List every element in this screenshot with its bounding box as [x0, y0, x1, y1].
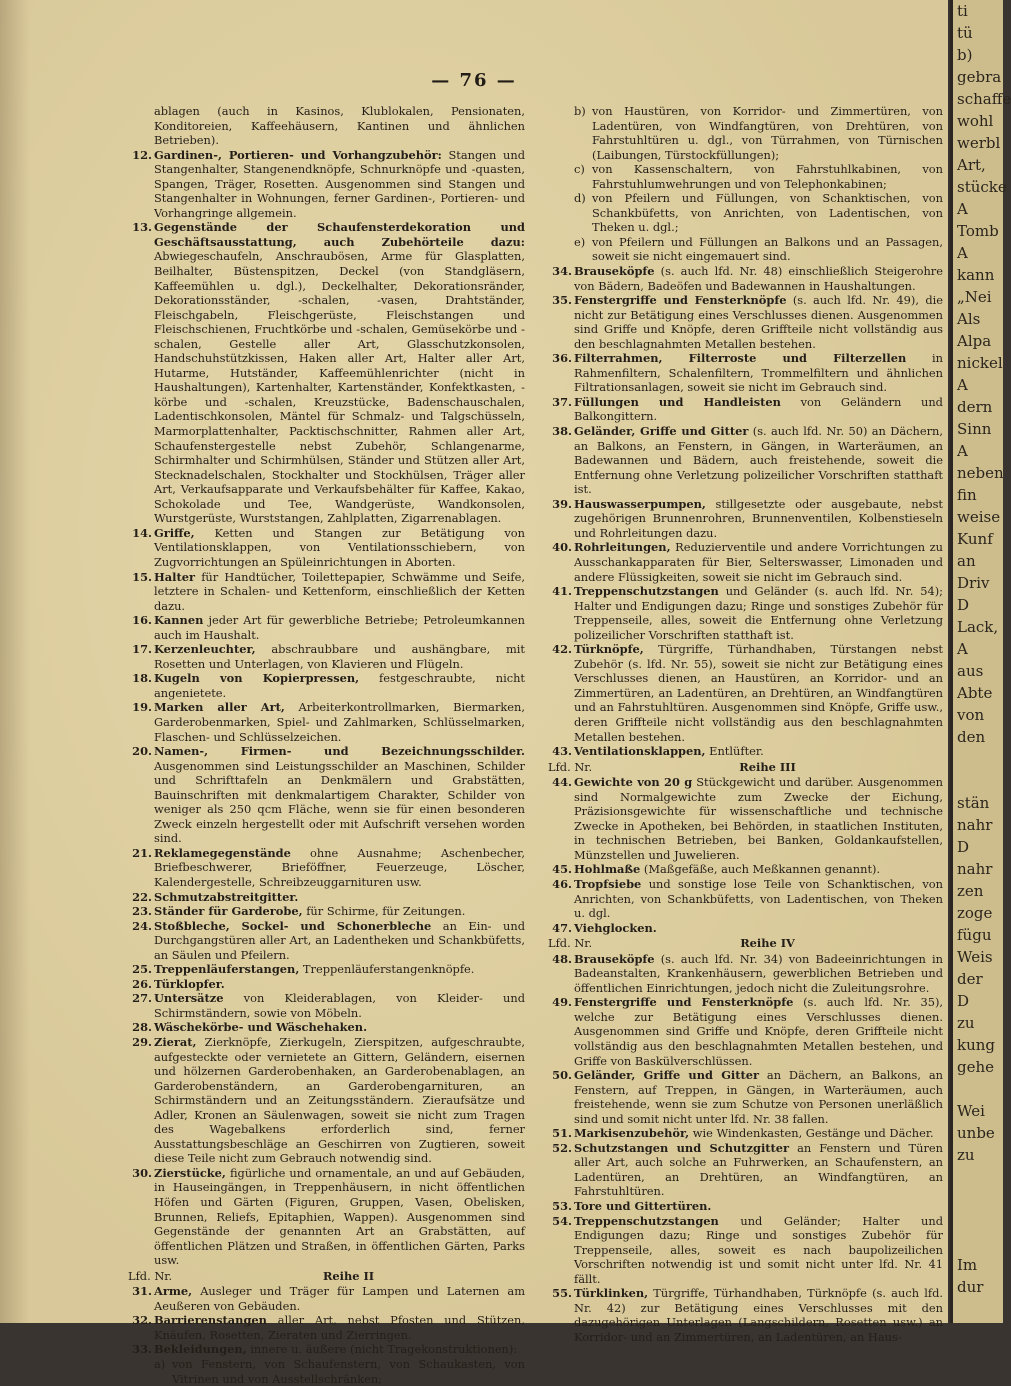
item-text: an Fenstern und Türen aller Art, auch solche an Fuhrwerken, an Schaufenstern, an Ladentüren, an Drehtüren, an Windfangtüren, an Fahrstuhltüren. — [574, 1140, 943, 1199]
sub-item — [548, 162, 943, 191]
list-item — [548, 1126, 943, 1141]
list-item — [548, 744, 943, 759]
item-term: Marken aller Art, — [154, 700, 285, 715]
item-term: Griffe, — [154, 525, 195, 540]
item-number: 53. — [552, 1199, 572, 1214]
next-page-fragment — [957, 1166, 1003, 1188]
item-number: 45. — [552, 862, 572, 877]
item-number: 16. — [132, 613, 152, 628]
list-item — [548, 584, 943, 642]
item-text: jeder Art für gewerbliche Betriebe; Petroleumkannen auch im Haushalt. — [154, 613, 525, 642]
next-page-fragment — [957, 770, 1003, 792]
item-text: Stückgewicht und darüber. Ausgenommen sind Normalgewichte zum Zwecke der Eichung, Präzisionsgewichte für wissenschaftliche und technische Zwecke in Apotheken, bei Behörden, in staatlichen Instituten, in technischen Betrieben, bei Banken, Goldankaufstellen, Münzstellen und Juwelieren. — [574, 775, 944, 862]
item-number: 37. — [552, 394, 572, 409]
list-item — [548, 1286, 943, 1344]
item-term: Filterrahmen, Filterroste und Filterzellen — [574, 351, 907, 366]
item-term: Namen-, Firmen- und Bezeichnungsschilder. — [154, 744, 525, 759]
right-sub-items — [548, 104, 943, 264]
item-text: von Kleiderablagen, von Kleider- und Schirmständern, sowie von Möbeln. — [154, 991, 525, 1020]
sub-item-text: von Fenstern, von Schaufenstern, von Schaukasten, von Vitrinen und von Ausstellschränken; — [172, 1357, 525, 1386]
next-page-fragment: Abte — [957, 684, 993, 702]
item-term: Kannen — [154, 613, 204, 628]
list-item — [548, 952, 943, 996]
next-page-fragment: D — [957, 838, 970, 856]
list-item — [128, 1342, 525, 1357]
right-entries — [548, 264, 943, 759]
series-3-lfd: Lfd. Nr. — [548, 759, 593, 774]
item-text: Zierknöpfe, Zierkugeln, Zierspitzen, aufgeschraubte, aufgesteckte oder vernietete an Gittern, Geländern, eisernen und hölzernen Garderobenhaken, an Garderobenablagen, an Garderobenständern, an Garderobengarnituren, an Schirmständern und an Zeitungsständern. Zieraufsätze und Adler, Kronen an Säulenwagen, soweit sie nicht zum Tragen des Wagebalkens erforderlich sind, ferner Ausstattungsbeschläge an Geschirren von Zugtieren, soweit diese Teile nicht zum Gebrauch notwendig sind. — [154, 1035, 525, 1166]
item-number: 51. — [552, 1126, 572, 1141]
list-item — [548, 995, 943, 1068]
item-number: 32. — [132, 1313, 152, 1328]
item-term: Barrierenstangen — [154, 1313, 267, 1328]
next-page-fragment: Sinn — [957, 420, 992, 438]
item-number: 48. — [552, 951, 572, 966]
list-item — [128, 526, 525, 570]
next-page-fragment: stücke — [957, 178, 1007, 196]
next-page-fragment: A — [957, 376, 968, 394]
item-number: 39. — [552, 496, 572, 511]
next-page-fragment: dur — [957, 1278, 984, 1296]
list-item — [128, 570, 525, 614]
next-page-fragment: unbe — [957, 1124, 995, 1142]
list-item — [128, 744, 525, 846]
item-number: 33. — [132, 1342, 152, 1357]
item-text: (s. auch lfd. Nr. 35), welche zur Betätigung eines Verschlusses dienen. Ausgenommen sind Griffe und Knöpfe, deren Griffteile nicht vollständig aus den beschlagnahmten Metallen bestehen, und Griffe von Baskülverschlüssen. — [574, 995, 944, 1068]
next-page-fragment: den — [957, 728, 986, 746]
item-number: 17. — [132, 642, 152, 657]
list-item — [548, 424, 943, 497]
item-term: Treppenläuferstangen, — [154, 962, 300, 977]
item-term: Türklopfer. — [154, 976, 225, 991]
list-item — [548, 921, 943, 936]
item-number: 18. — [132, 671, 152, 686]
item-number: 47. — [552, 920, 572, 935]
item-text: abschraubbare und aushängbare, mit Rosetten und Unterlagen, von Klavieren und Flügeln. — [154, 642, 525, 671]
list-item — [548, 351, 943, 395]
item-number: 20. — [132, 744, 152, 759]
item-text: an Dächern, an Balkons, an Fenstern, auf Treppen, in Gängen, in Warteräumen, auch freistehende, wenn sie zum Schutze von Personen unerläßlich sind und somit nicht unter lfd. Nr. 38 fallen. — [574, 1068, 944, 1126]
item-term: Brauseköpfe — [574, 951, 655, 966]
item-text: Türgriffe, Türhandhaben, Türstangen nebst Zubehör (s. lfd. Nr. 55), soweit sie nicht zur Betätigung eines Verschlusses dienen, an Haustüren, an Korridor- und an Zimmertüren, an Ladentüren, an Drehtüren, an Windfangtüren und an Fahrstuhltüren. Ausgenommen sind Knöpfe, Griffe usw., deren Griffteile nicht vollständig aus den beschlagnahmten Metallen bestehen. — [574, 642, 943, 744]
next-page-fragment: Tomb — [957, 222, 999, 240]
next-page-fragment: Weis — [957, 948, 993, 966]
next-page-fragment: „Nei — [957, 288, 992, 306]
next-page-fragment: A — [957, 200, 968, 218]
item-number: 35. — [552, 293, 572, 308]
left-column — [128, 104, 525, 1386]
item-text: Stangen und Stangenhalter, Stangenendknöpfe, Schnurknöpfe und -quasten, Spangen, Träger, Rosetten. Ausgenommen sind Stangen und Stangenhalter in Wohnungen, ferner Gardinen-, Portieren- und Vorhangringe allgemein. — [154, 147, 525, 220]
list-item — [128, 148, 525, 221]
list-item — [128, 919, 525, 963]
item-number: 38. — [552, 424, 572, 439]
next-page-fragment: A — [957, 244, 968, 262]
list-item — [128, 991, 525, 1020]
item-text: Ausleger und Träger für Lampen und Laternen am Aeußeren von Gebäuden. — [154, 1284, 525, 1313]
item-number: 19. — [132, 700, 152, 715]
next-page-fragment: Art, — [957, 156, 986, 174]
next-page-fragment: gebra — [957, 68, 1002, 86]
right-column — [548, 104, 943, 1344]
next-page-fragment — [957, 748, 1003, 770]
item-term: Reklamegegenstände — [154, 845, 291, 860]
item-text: von Geländern und Balkongittern. — [574, 394, 943, 424]
next-page-fragment: A — [957, 442, 968, 460]
item-term: Hohlmaße — [574, 862, 641, 877]
list-item — [128, 962, 525, 977]
item-term: Halter — [154, 569, 195, 584]
next-page-fragment: gehe — [957, 1058, 995, 1076]
next-page-fragment: zoge — [957, 904, 993, 922]
item-term: Türknöpfe, — [574, 642, 644, 657]
next-page-fragment: kann — [957, 266, 995, 284]
list-item — [128, 904, 525, 919]
next-page-edge — [950, 0, 1011, 1323]
item-text: (s. auch lfd. Nr. 48) einschließlich Steigerohre von Bädern, Badeöfen und Badewannen in Haushaltungen. — [574, 264, 943, 293]
item-number: 52. — [552, 1140, 572, 1155]
item-term: Arme, — [154, 1284, 193, 1299]
item-term: Wäschekörbe- und Wäschehaken. — [154, 1020, 368, 1035]
item-text: (Maßgefäße, auch Meßkannen genannt). — [640, 862, 881, 877]
series-2-header — [128, 1269, 525, 1284]
next-page-fragment: kung — [957, 1036, 996, 1054]
next-page-fragment: Kunf — [957, 530, 993, 548]
sub-item-label: e) — [574, 234, 586, 249]
item-term: Treppenschutzstangen — [574, 584, 719, 599]
next-page-fragment: von — [957, 706, 985, 724]
series-4-label: Reihe IV — [740, 936, 795, 951]
item-term: Schmutzabstreitgitter. — [154, 889, 299, 904]
item-text: Ausgenommen sind Leistungsschilder an Maschinen, Schilder und Schrifttafeln an Denkmälern und Grabstätten, Bauinschriften mit denkmalartigem Charakter, Schilder von weniger als 250 qcm Fläche, wenn sie für einen besonderen Zweck einzeln hergestellt oder mit Aufschrift versehen worden sind. — [154, 758, 525, 846]
series-4-header — [548, 936, 943, 951]
list-item — [128, 671, 525, 700]
list-item — [128, 977, 525, 992]
item-number: 12. — [132, 147, 152, 162]
next-page-fragment: zu — [957, 1014, 975, 1032]
item-term: Untersätze — [154, 991, 224, 1006]
item-term: Schutzstangen und Schutzgitter — [574, 1140, 790, 1155]
item-number: 24. — [132, 918, 152, 933]
item-term: Ständer für Garderobe, — [154, 904, 303, 919]
item-number: 21. — [132, 845, 152, 860]
next-page-fragment: D — [957, 596, 970, 614]
list-item — [128, 220, 525, 525]
item-term: Fenstergriffe und Fensterknöpfe — [574, 995, 794, 1010]
item-text: und Geländer; Halter und Endigungen dazu; Ringe und sonstiges Zubehör für Treppenseile, alles, soweit es nach baupolizeilichen Vorschriften notwendig ist und somit nicht unter lfd. Nr. 41 fällt. — [574, 1213, 943, 1286]
sub-item-text: von Pfeilern und Füllungen an Balkons und an Passagen, soweit sie nicht eingemauert sind. — [592, 234, 943, 264]
item-number: 42. — [552, 642, 572, 657]
item-text: und Geländer (s. auch lfd. Nr. 54); Halter und Endigungen dazu; Ringe und sonstiges Zubehör für Treppenseile, alles, soweit die Entfernung ohne Verletzung polizeilicher Vorschriften statthaft ist. — [574, 584, 943, 642]
list-item — [548, 642, 943, 744]
item-number: 29. — [132, 1035, 152, 1049]
item-text: Ketten und Stangen zur Betätigung von Ventilationsklappen, von Ventilationsschiebern, von Zugvorrichtungen an Spüleinrichtungen in Aborten. — [154, 525, 525, 569]
sub-item-a — [128, 1357, 525, 1386]
series-2-lfd: Lfd. Nr. — [128, 1268, 173, 1283]
list-item — [128, 1284, 525, 1313]
item-text: für Schirme, für Zeitungen. — [302, 904, 466, 919]
item-term: Zierat, — [154, 1035, 197, 1049]
item-term: Füllungen und Handleisten — [574, 394, 781, 409]
list-item — [548, 497, 943, 541]
next-page-fragment: nickel — [957, 354, 1003, 372]
next-page-fragment: nahr — [957, 860, 993, 878]
list-item — [128, 1166, 525, 1268]
item-number: 43. — [552, 744, 572, 759]
item-text: (s. auch lfd. Nr. 49), die nicht zur Betätigung eines Verschlusses dienen. Ausgenommen sind Griffe und Knöpfe, deren Griffteile nicht vollständig aus den beschlagnahmten Metallen bestehen. — [574, 293, 944, 351]
next-page-fragment: weise — [957, 508, 1001, 526]
sub-item-text: von Pfeilern und Füllungen, von Schanktischen, von Schankbüfetts, von Anrichten, von Ladentischen, von Theken u. dgl.; — [592, 191, 943, 235]
next-page-fragment: nahr — [957, 816, 993, 834]
item-term: Viehglocken. — [574, 920, 657, 935]
series-2-label: Reihe II — [322, 1268, 375, 1283]
next-page-fragment: Im — [957, 1256, 978, 1274]
list-item — [548, 1068, 943, 1126]
sub-item-text: von Kassenschaltern, von Fahrstuhlkabinen, von Fahrstuhlumwehrungen und von Telephonkabinen; — [592, 162, 943, 191]
item-text: Entlüfter. — [705, 744, 764, 759]
next-page-fragment — [957, 1210, 1003, 1232]
next-page-fragment: b) — [957, 46, 973, 64]
item-term: Rohrleitungen, — [574, 540, 671, 555]
next-page-fragment: D — [957, 992, 970, 1010]
item-number: 46. — [552, 876, 572, 891]
next-page-fragment: tü — [957, 24, 973, 42]
item-term: Stoßbleche, Sockel- und Schonerbleche — [154, 918, 432, 933]
item-text: figürliche und ornamentale, an und auf Gebäuden, in Hauseingängen, in Treppenhäusern, in nicht öffentlichen Höfen und Gärten (Figuren, Gruppen, Vasen, Obelisken, Brunnen, Reliefs, Epitaphien, Wappen). Ausgenommen sind Gegenstände der genannten Art an Grabstätten, auf öffentlichen Plätzen und Straßen, in öffentlichen Gärten, Parks usw. — [154, 1165, 525, 1268]
item-text: Treppenläuferstangenknöpfe. — [299, 962, 475, 977]
item-number: 30. — [132, 1165, 152, 1180]
list-item — [548, 293, 943, 351]
list-item — [548, 540, 943, 584]
next-page-fragment: ti — [957, 2, 968, 20]
next-page-fragment — [957, 1188, 1003, 1210]
item-number: 54. — [552, 1213, 572, 1228]
item-number: 31. — [132, 1284, 152, 1299]
item-text: wie Windenkasten, Gestänge und Dächer. — [689, 1126, 934, 1141]
item-number: 27. — [132, 991, 152, 1006]
item-number: 44. — [552, 775, 572, 790]
sub-item-text: von Haustüren, von Korridor- und Zimmertüren, von Ladentüren, von Windfangtüren, von Drehtüren, von Fahrstuhltüren u. dgl., von Türrahmen, von Türnischen (Laibungen, Türstockfüllungen); — [592, 104, 943, 162]
item-term: Gegenstände der Schaufensterdekoration und Geschäftsausstattung, auch Zubehörteile dazu: — [154, 220, 525, 249]
item-number: 13. — [132, 220, 152, 235]
next-page-fragment: werbl — [957, 134, 1001, 152]
page-number: — 76 — — [431, 70, 517, 91]
list-item — [128, 1035, 525, 1166]
item-term: Tore und Gittertüren. — [574, 1199, 712, 1214]
item-term: Geländer, Griffe und Gitter — [574, 424, 749, 439]
sub-item — [548, 104, 943, 162]
series-3-entries — [548, 775, 943, 935]
item-term: Gewichte von 20 g — [574, 775, 693, 790]
item-number: 55. — [552, 1286, 572, 1301]
item-term: Tropfsiebe — [574, 876, 642, 891]
sub-item-label: c) — [574, 162, 585, 177]
item-text: innere u. äußere (nicht Tragekonstruktionen): — [246, 1342, 518, 1357]
item-number: 41. — [552, 584, 572, 599]
item-text: (s. auch lfd. Nr. 50) an Dächern, an Balkons, an Fenstern, in Gängen, in Warteräumen, an Badewannen und Bädern, auch freistehende, soweit die Entfernung ohne Verletzung polizeilicher Vorschriften statthaft ist. — [574, 424, 943, 497]
next-page-fragment: A — [957, 640, 968, 658]
item-number: 26. — [132, 976, 152, 991]
item-term: Markisenzubehör, — [574, 1126, 690, 1141]
item-number: 14. — [132, 525, 152, 540]
next-page-fragment: Driv — [957, 574, 990, 592]
sub-item-label: b) — [574, 104, 586, 118]
item-text: Reduzierventile und andere Vorrichtungen zu Ausschankapparaten für Bier, Selterswasser, Limonaden und andere Flüssigkeiten, soweit sie nicht im Gebrauch sind. — [574, 540, 943, 584]
next-page-fragment — [957, 1232, 1003, 1254]
item-text: Arbeiterkontrollmarken, Biermarken, Garderobenmarken, Spiel- und Zahlmarken, Schlüsselmarken, Flaschen- und Schlüsselzeichen. — [154, 700, 525, 744]
list-item — [548, 1214, 943, 1287]
item-text: und sonstige lose Teile von Schanktischen, von Anrichten, von Schankbüfetts, von Ladentischen, von Theken u. dgl. — [574, 876, 943, 921]
item-number: 36. — [552, 351, 572, 366]
item-number: 50. — [552, 1068, 572, 1083]
list-item — [128, 700, 525, 744]
list-item — [548, 395, 943, 424]
sub-item — [548, 191, 943, 235]
next-page-fragment: Lack, — [957, 618, 999, 636]
list-item — [548, 775, 943, 862]
item-text: Türgriffe, Türhandhaben, Türknöpfe (s. auch lfd. Nr. 42) zur Betätigung eines Verschlusses mit den dazugehörigen Unterlagen (Langschildern, Rosetten usw.) an Korridor- und an Zimmertüren, an Ladentüren, an Haus- — [574, 1286, 943, 1344]
item-term: Zierstücke, — [154, 1165, 226, 1180]
item-number: 34. — [552, 264, 572, 279]
list-item — [548, 264, 943, 293]
series-4-entries — [548, 952, 943, 1345]
series-3-header — [548, 760, 943, 775]
item-term: Bekleidungen, — [154, 1342, 247, 1357]
item-number: 28. — [132, 1020, 152, 1035]
item-term: Kerzenleuchter, — [154, 642, 256, 657]
item-text: Abwiegeschaufeln, Anschraubösen, Arme für Glasplatten, Beilhalter, Büstenspitzen, Deckel (von Standgläsern, Kaffeemühlen u. dgl.), Deckelhalter, Dekorationsränder, Dekorationsständer, -schalen, -vasen, Drahtständer, Fleischgabeln, Fleischgerüste, Fleischstangen und Fleischschienen, Fruchtkörbe und -schalen, Gemüsekörbe und -schalen, Gestelle aller Art, Glasschutzkonsolen, Handschuhstützkissen, Haken aller Art, Halter aller Art, Hutarme, Hutständer, Kaffeemühlenrichter (nicht in Haushaltungen), Kartenhalter, Kartenständer, Konfektkasten, -körbe und -schalen, Kreuzstücke, Badenschauschalen, Ladentischkonsolen, Mäntel für Schmalz- und Talgschüsseln, Marmorplattenhalter, Packtischschnitter, Rahmen aller Art, Schaufenstergestelle nebst Zubehör, Schlangenarme, Schirmhalter und Schirmhülsen, Ständer und Stützen aller Art, Stecknadelschalen, Stockhalter und Stockhülsen, Träger aller Art, Verkaufsapparate und Verkaufsbehälter für Kaffee, Kakao, Schokolade und Tee, Wandgerüste, Wandkonsolen, Wurstgerüste, Wurststangen, Zahlplatten, Zigarrenablagen. — [154, 249, 525, 526]
next-page-fragment: zu — [957, 1146, 975, 1164]
list-item — [548, 877, 943, 921]
item-term: Türklinken, — [574, 1286, 649, 1301]
next-page-fragment: Wei — [957, 1102, 985, 1120]
item-text: ohne Ausnahme; Aschenbecher, Briefbeschwerer, Brieföffner, Feuerzeuge, Löscher, Kalendergestelle, Schreibzeuggarnituren usw. — [154, 845, 525, 889]
left-entries — [128, 148, 525, 1268]
list-item — [128, 890, 525, 905]
item-number: 22. — [132, 889, 152, 904]
list-item — [548, 1141, 943, 1199]
next-page-fragment: Alpa — [957, 332, 992, 350]
next-page-fragment — [957, 1078, 1003, 1100]
next-page-fragment: der — [957, 970, 983, 988]
series-4-lfd: Lfd. Nr. — [548, 936, 593, 951]
item-text: in Rahmenfiltern, Schalenfiltern, Trommelfiltern und ähnlichen Filtrationsanlagen, soweit sie nicht im Gebrauch sind. — [574, 351, 943, 395]
item-number: 40. — [552, 540, 572, 555]
item-term: Treppenschutzstangen — [574, 1213, 719, 1228]
sub-item-label: d) — [574, 191, 586, 206]
item-number: 25. — [132, 962, 152, 977]
item-number: 49. — [552, 995, 572, 1010]
series-2-entries — [128, 1284, 525, 1357]
next-page-fragment: stän — [957, 794, 990, 812]
list-item — [128, 1020, 525, 1035]
list-item — [128, 642, 525, 671]
next-page-fragment: aus — [957, 662, 984, 680]
item-number: 15. — [132, 569, 152, 584]
list-item — [128, 613, 525, 642]
next-page-fragment: neben — [957, 464, 1004, 482]
item-text: an Ein- und Durchgangstüren aller Art, an Ladentheken und Schankbüfetts, an Säulen und Pfeilern. — [154, 918, 525, 962]
item-term: Geländer, Griffe und Gitter — [574, 1068, 760, 1083]
item-text: stillgesetzte oder ausgebaute, nebst zugehörigen Brunnenrohren, Brunnenventilen, Kolbenstieseln und Rohrleitungen dazu. — [574, 496, 943, 540]
item-text: aller Art, nebst Pfosten und Stützen, Knäufen, Rosetten, Zieraten und Zierringen. — [154, 1313, 525, 1342]
list-item — [548, 862, 943, 877]
item-term: Kugeln von Kopierpressen, — [154, 671, 360, 686]
sub-item — [548, 235, 943, 264]
list-item — [548, 1199, 943, 1214]
item-term: Ventilationsklappen, — [574, 744, 706, 759]
next-page-fragment: zen — [957, 882, 984, 900]
next-page-fragment: an — [957, 552, 976, 570]
next-page-fragment: schaffe — [957, 90, 1011, 108]
item-term: Brauseköpfe — [574, 264, 655, 279]
series-3-label: Reihe III — [739, 759, 796, 774]
intro-continuation: ablagen (auch in Kasinos, Klublokalen, Pensionaten, Konditoreien, Kaffeehäusern, Kantinen und ähnlichen Betrieben). — [154, 104, 525, 148]
item-number: 23. — [132, 904, 152, 919]
sub-item-label: a) — [154, 1357, 166, 1372]
next-page-fragment: Als — [957, 310, 981, 328]
next-page-fragment: dern — [957, 398, 993, 416]
list-item — [128, 1313, 525, 1342]
next-page-fragment: fügu — [957, 926, 992, 944]
next-page-fragment: wohl — [957, 112, 994, 130]
item-term: Fenstergriffe und Fensterknöpfe — [574, 293, 787, 308]
item-term: Gardinen-, Portieren- und Vorhangzubehör: — [154, 147, 442, 162]
list-item — [128, 846, 525, 890]
item-text: (s. auch lfd. Nr. 34) von Badeeinrichtungen in Badeanstalten, Krankenhäusern, gewerblichen Betrieben und öffentlichen Einrichtungen, jedoch nicht die Zuleitungsrohre. — [574, 951, 943, 995]
item-text: festgeschraubte, nicht angenietete. — [154, 671, 526, 700]
item-text: für Handtücher, Toilettepapier, Schwämme und Seife, letztere in Schalen- und Kettenform, einschließlich der Ketten dazu. — [154, 569, 525, 613]
item-term: Hauswasserpumpen, — [574, 496, 706, 511]
next-page-fragment: fin — [957, 486, 977, 504]
